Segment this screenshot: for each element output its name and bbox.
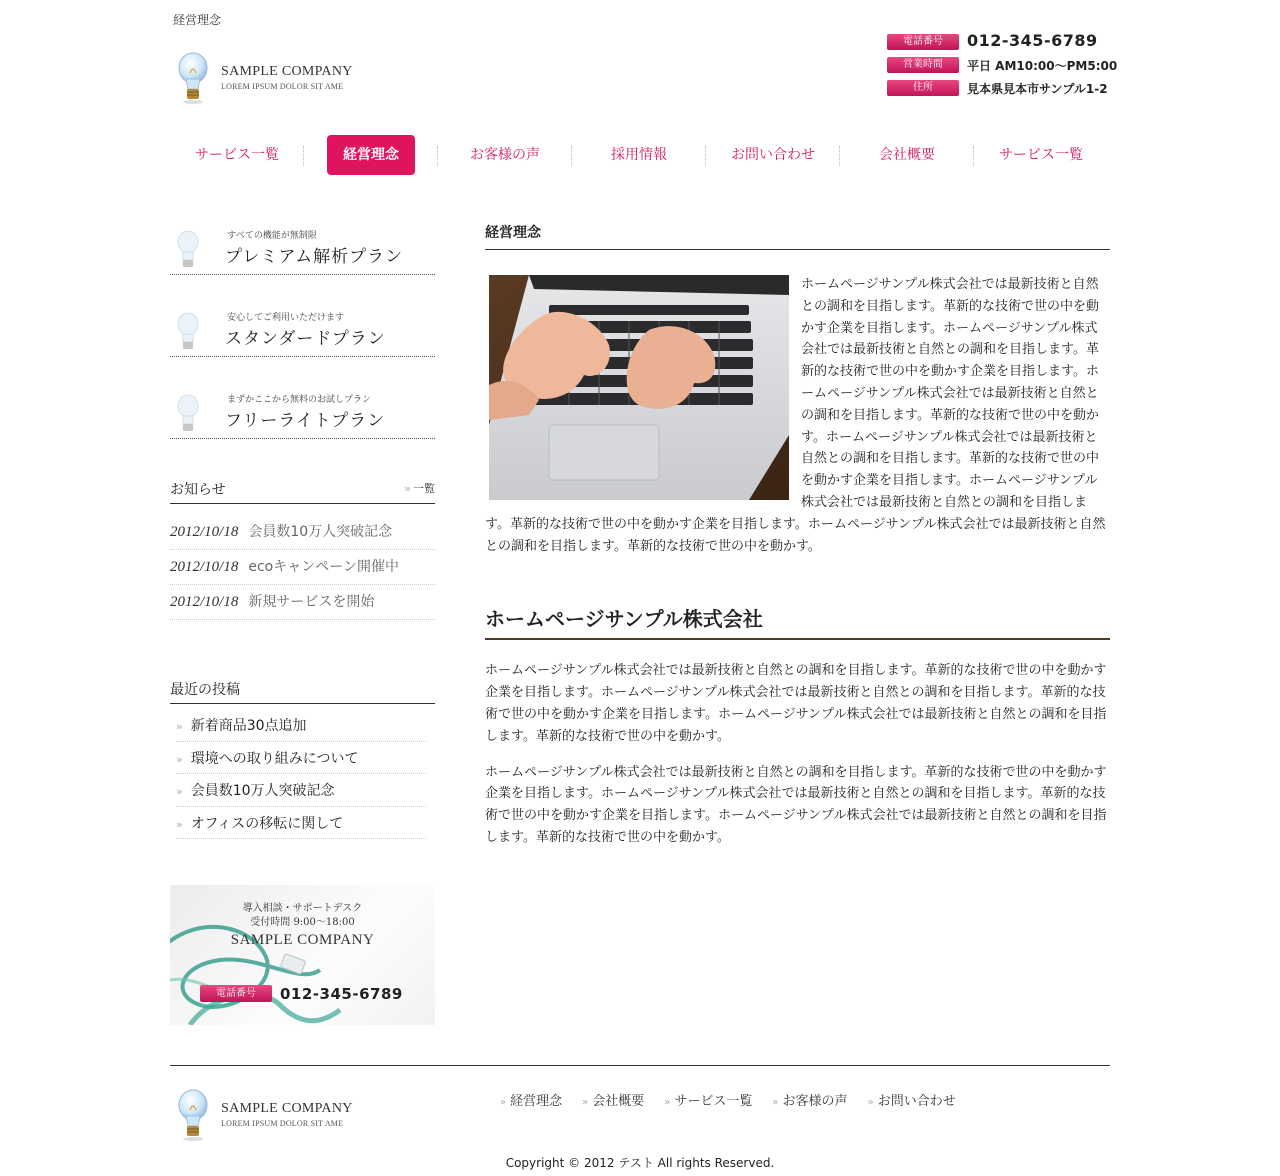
news-section [170, 472, 435, 620]
news-date: 2012/10/18 [170, 594, 239, 610]
post-item[interactable]: » 会員数10万人突破記念 [176, 774, 426, 807]
news-date: 2012/10/18 [170, 524, 239, 540]
page-title: 経営理念 [485, 222, 1110, 250]
news-list [170, 515, 435, 620]
logo-tagline: LOREM IPSUM DOLOR SIT AME [221, 82, 344, 91]
banner-company: SAMPLE COMPANY [230, 932, 375, 948]
nav-item-contact[interactable]: お問い合わせ [706, 135, 840, 175]
contact-label-address: 住所 [887, 80, 959, 96]
footer-nav-services[interactable]: » サービス一覧 [664, 1090, 752, 1109]
logo-company-name: SAMPLE COMPANY [221, 64, 353, 79]
nav-item-services[interactable]: サービス一覧 [170, 135, 304, 175]
news-header [170, 472, 435, 504]
plan-subtitle: まずかここから無料のお試しプラン [227, 395, 372, 405]
section-heading: ホームページサンプル株式会社 [485, 603, 1110, 640]
plan-title: スタンダードプラン [225, 329, 386, 349]
news-title: 会員数10万人突破記念 [248, 524, 393, 540]
news-heading: お知らせ [170, 482, 226, 498]
recent-posts-header [170, 672, 435, 704]
breadcrumb: 経営理念 [173, 13, 222, 27]
plan-subtitle: 安心してご利用いただけます [227, 313, 345, 323]
contact-address-row [887, 78, 1117, 100]
banner-tel-label: 電話番号 [200, 985, 272, 1002]
plan-title: フリーライトプラン [225, 411, 386, 431]
news-item[interactable] [170, 515, 435, 550]
plan-title: プレミアム解析プラン [225, 247, 404, 267]
footer-nav-philosophy[interactable]: » 経営理念 [500, 1090, 562, 1109]
contact-phone-number: 012-345-6789 [967, 31, 1098, 50]
footer-nav-testimonials[interactable]: » お客様の声 [772, 1090, 847, 1109]
post-item[interactable]: » 環境への取り組みについて [176, 742, 426, 775]
footer-divider [170, 1065, 1110, 1066]
news-more-link[interactable]: » 一覧 [404, 480, 435, 496]
header-contact [887, 32, 1117, 101]
nav-item-testimonials[interactable]: お客様の声 [438, 135, 572, 175]
footer-logo[interactable] [173, 1085, 373, 1143]
support-banner[interactable] [170, 885, 435, 1025]
contact-address: 見本県見本市サンプル1-2 [967, 82, 1108, 96]
plan-subtitle: すべての機能が無制限 [227, 231, 317, 241]
news-title: ecoキャンペーン開催中 [248, 559, 399, 575]
section-paragraph-1: ホームページサンプル株式会社では最新技術と自然との調和を目指します。革新的な技術で世の中を動かす企業を目指します。ホームページサンプル株式会社では最新技術と自然との調和を目指します。革新的な技術で世の中を動かす企業を目指します。ホームページサンプル株式会社では最新技術と自然との調和を目指します。革新的な技術で世の中を動かす。 [485, 663, 1107, 744]
nav-item-recruit[interactable]: 採用情報 [572, 135, 706, 175]
sidebar-plans [170, 222, 435, 468]
contact-hours: 平日 AM10:00〜PM5:00 [967, 59, 1118, 73]
news-item[interactable] [170, 585, 435, 620]
news-title: 新規サービスを開始 [248, 594, 375, 610]
contact-hours-row [887, 55, 1117, 77]
plan-premium[interactable] [170, 222, 435, 275]
plan-standard[interactable] [170, 304, 435, 357]
contact-label-hours: 営業時間 [887, 57, 959, 73]
nav-item-philosophy[interactable]: 経営理念 [304, 135, 438, 175]
section-paragraph-2: ホームページサンプル株式会社では最新技術と自然との調和を目指します。革新的な技術で世の中を動かす企業を目指します。ホームページサンプル株式会社では最新技術と自然との調和を目指します。革新的な技術で世の中を動かす企業を目指します。ホームページサンプル株式会社では最新技術と自然との調和を目指します。革新的な技術で世の中を動かす。 [485, 764, 1107, 845]
recent-posts-heading: 最近の投稿 [170, 682, 240, 698]
logo-company-name: SAMPLE COMPANY [221, 1101, 353, 1116]
banner-line-2: 受付時間 9:00〜18:00 [250, 917, 355, 928]
copyright: Copyright © 2012 テスト All rights Reserved. [505, 1156, 775, 1170]
recent-posts-list [170, 709, 435, 839]
footer-nav-company[interactable]: » 会社概要 [582, 1090, 644, 1109]
contact-phone-row [887, 32, 1117, 54]
post-item[interactable]: » 新着商品30点追加 [176, 709, 426, 742]
lightbulb-icon [176, 229, 200, 271]
contact-label-phone: 電話番号 [887, 34, 959, 50]
post-item[interactable]: » オフィスの移転に関して [176, 807, 426, 840]
lightbulb-icon [176, 1088, 210, 1142]
recent-posts-section [170, 672, 435, 839]
banner-line-1: 導入相談・サポートデスク [242, 903, 363, 914]
header-logo[interactable] [173, 48, 373, 106]
main-content [485, 222, 1110, 849]
news-date: 2012/10/18 [170, 559, 239, 575]
plan-free-light[interactable] [170, 386, 435, 439]
nav-item-services-2[interactable]: サービス一覧 [999, 147, 1083, 163]
footer-nav-contact[interactable]: » お問い合わせ [868, 1090, 956, 1109]
laptop-typing-photo [489, 275, 789, 500]
logo-tagline: LOREM IPSUM DOLOR SIT AME [221, 1119, 344, 1128]
global-nav [170, 135, 1110, 175]
intro-text: ホームページサンプル株式会社では最新技術と自然との調和を目指します。革新的な技術で世の中を動かす企業を目指します。ホームページサンプル株式会社では最新技術と自然との調和を目指します。革新的な技術で世の中を動かす企業を目指します。ホームページサンプル株式会社では最新技術と自然との調和を目指します。革新的な技術で世の中を動かす。ホームページサンプル株式会社では最新技術と自然との調和を目指します。革新的な技術で世の中を動かす企業を目指します。ホームページサンプル株式会社では最新技術と自然との調和を目指します。革新的な技術で世の中を動かす企業を目指します。ホームページサンプル株式会社では最新技術と自然との調和を目指します。革新的な技術で世の中を動かす。 [485, 277, 1106, 554]
nav-item-company[interactable]: 会社概要 [840, 135, 974, 175]
lightbulb-icon [176, 51, 210, 105]
intro-section [485, 274, 1110, 557]
lightbulb-icon [176, 393, 200, 435]
news-item[interactable] [170, 550, 435, 585]
lightbulb-icon [176, 311, 200, 353]
banner-tel-number: 012-345-6789 [280, 985, 403, 1003]
footer-nav [500, 1090, 976, 1109]
